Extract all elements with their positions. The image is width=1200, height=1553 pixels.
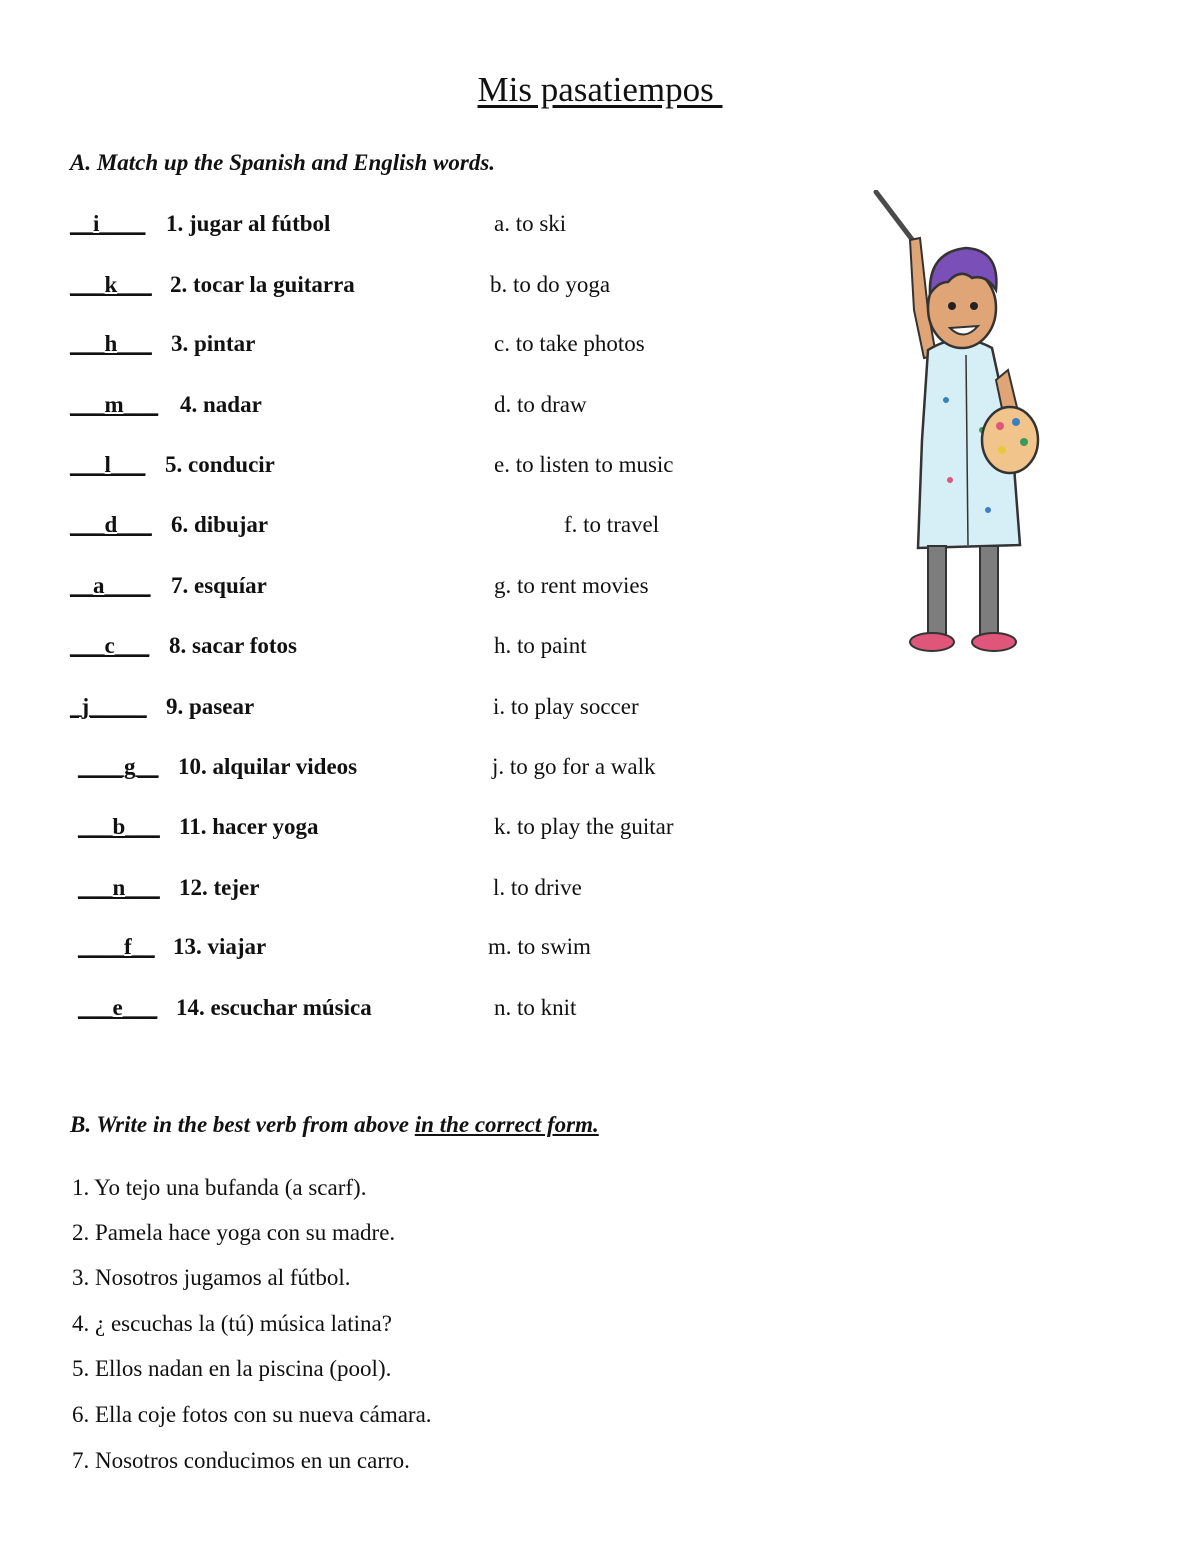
- match-row: [0, 392, 860, 426]
- sentence: 2. Pamela hace yoga con su madre.: [72, 1220, 396, 1245]
- english-term: f. to travel: [564, 512, 660, 537]
- english-term: j. to go for a walk: [492, 754, 656, 779]
- match-row: [0, 272, 860, 306]
- section-b-heading: [70, 1112, 599, 1138]
- answer-blank[interactable]: ___h___: [70, 331, 152, 356]
- match-row: [0, 633, 860, 667]
- english-term: k. to play the guitar: [494, 814, 674, 839]
- match-row: [0, 452, 860, 486]
- english-term: g. to rent movies: [494, 573, 649, 598]
- english-term: l. to drive: [493, 875, 582, 900]
- match-row: [0, 754, 860, 788]
- sentence: 7. Nosotros conducimos en un carro.: [72, 1448, 410, 1473]
- english-term: h. to paint: [494, 633, 587, 658]
- match-row: [0, 512, 860, 546]
- answer-blank[interactable]: __i____: [70, 211, 146, 236]
- sentence: 4. ¿ escuchas la (tú) música latina?: [72, 1311, 392, 1336]
- answer-blank[interactable]: ___n___: [78, 875, 160, 900]
- spanish-term: 4. nadar: [180, 392, 262, 417]
- page-title: Mis pasatiempos: [477, 70, 723, 109]
- spanish-term: 3. pintar: [171, 331, 256, 356]
- answer-blank[interactable]: ___b___: [78, 814, 160, 839]
- answer-blank[interactable]: ___l___: [70, 452, 146, 477]
- english-term: m. to swim: [488, 934, 591, 959]
- match-row: [0, 211, 860, 245]
- spanish-term: 13. viajar: [173, 934, 267, 959]
- spanish-term: 8. sacar fotos: [169, 633, 297, 658]
- spanish-term: 12. tejer: [179, 875, 260, 900]
- english-term: n. to knit: [494, 995, 577, 1020]
- answer-blank[interactable]: __a____: [70, 573, 151, 598]
- answer-blank[interactable]: _j_____: [70, 694, 147, 719]
- answer-blank[interactable]: ___m___: [70, 392, 159, 417]
- spanish-term: 14. escuchar música: [176, 995, 372, 1020]
- section-a-heading: A. Match up the Spanish and English words.: [70, 150, 496, 175]
- match-row: [0, 573, 860, 607]
- answer-blank[interactable]: ____g__: [78, 754, 159, 779]
- painter-illustration: [870, 190, 1040, 660]
- spanish-term: 11. hacer yoga: [179, 814, 319, 839]
- match-row: [0, 934, 860, 968]
- answer-blank[interactable]: ___k___: [70, 272, 152, 297]
- match-row: [0, 814, 860, 848]
- spanish-term: 2. tocar la guitarra: [170, 272, 355, 297]
- english-term: b. to do yoga: [490, 272, 611, 297]
- answer-blank[interactable]: ___d___: [70, 512, 152, 537]
- answer-blank[interactable]: ___e___: [78, 995, 158, 1020]
- section-b-heading-text: B. Write in the best verb from above: [70, 1112, 415, 1137]
- spanish-term: 9. pasear: [166, 694, 255, 719]
- paintbrush-icon: [876, 192, 914, 242]
- sentence: 5. Ellos nadan en la piscina (pool).: [72, 1356, 392, 1381]
- section-b-heading-emphasis: in the correct form.: [414, 1112, 599, 1137]
- sentence: 6. Ella coje fotos con su nueva cámara.: [72, 1402, 432, 1427]
- spanish-term: 10. alquilar videos: [178, 754, 358, 779]
- spanish-term: 1. jugar al fútbol: [166, 211, 331, 236]
- spanish-term: 7. esquíar: [171, 573, 267, 598]
- sentence: 3. Nosotros jugamos al fútbol.: [72, 1265, 351, 1290]
- match-row: [0, 694, 860, 728]
- match-row: [0, 331, 860, 365]
- answer-blank[interactable]: ____f__: [78, 934, 155, 959]
- spanish-term: 5. conducir: [165, 452, 275, 477]
- sentence: 1. Yo tejo una bufanda (a scarf).: [72, 1175, 367, 1200]
- english-term: i. to play soccer: [493, 694, 639, 719]
- english-term: c. to take photos: [494, 331, 645, 356]
- match-row: [0, 875, 860, 909]
- answer-blank[interactable]: ___c___: [70, 633, 150, 658]
- english-term: a. to ski: [494, 211, 567, 236]
- english-term: e. to listen to music: [494, 452, 674, 477]
- match-row: [0, 995, 860, 1029]
- english-term: d. to draw: [494, 392, 587, 417]
- spanish-term: 6. dibujar: [171, 512, 269, 537]
- palette-icon: [982, 407, 1038, 473]
